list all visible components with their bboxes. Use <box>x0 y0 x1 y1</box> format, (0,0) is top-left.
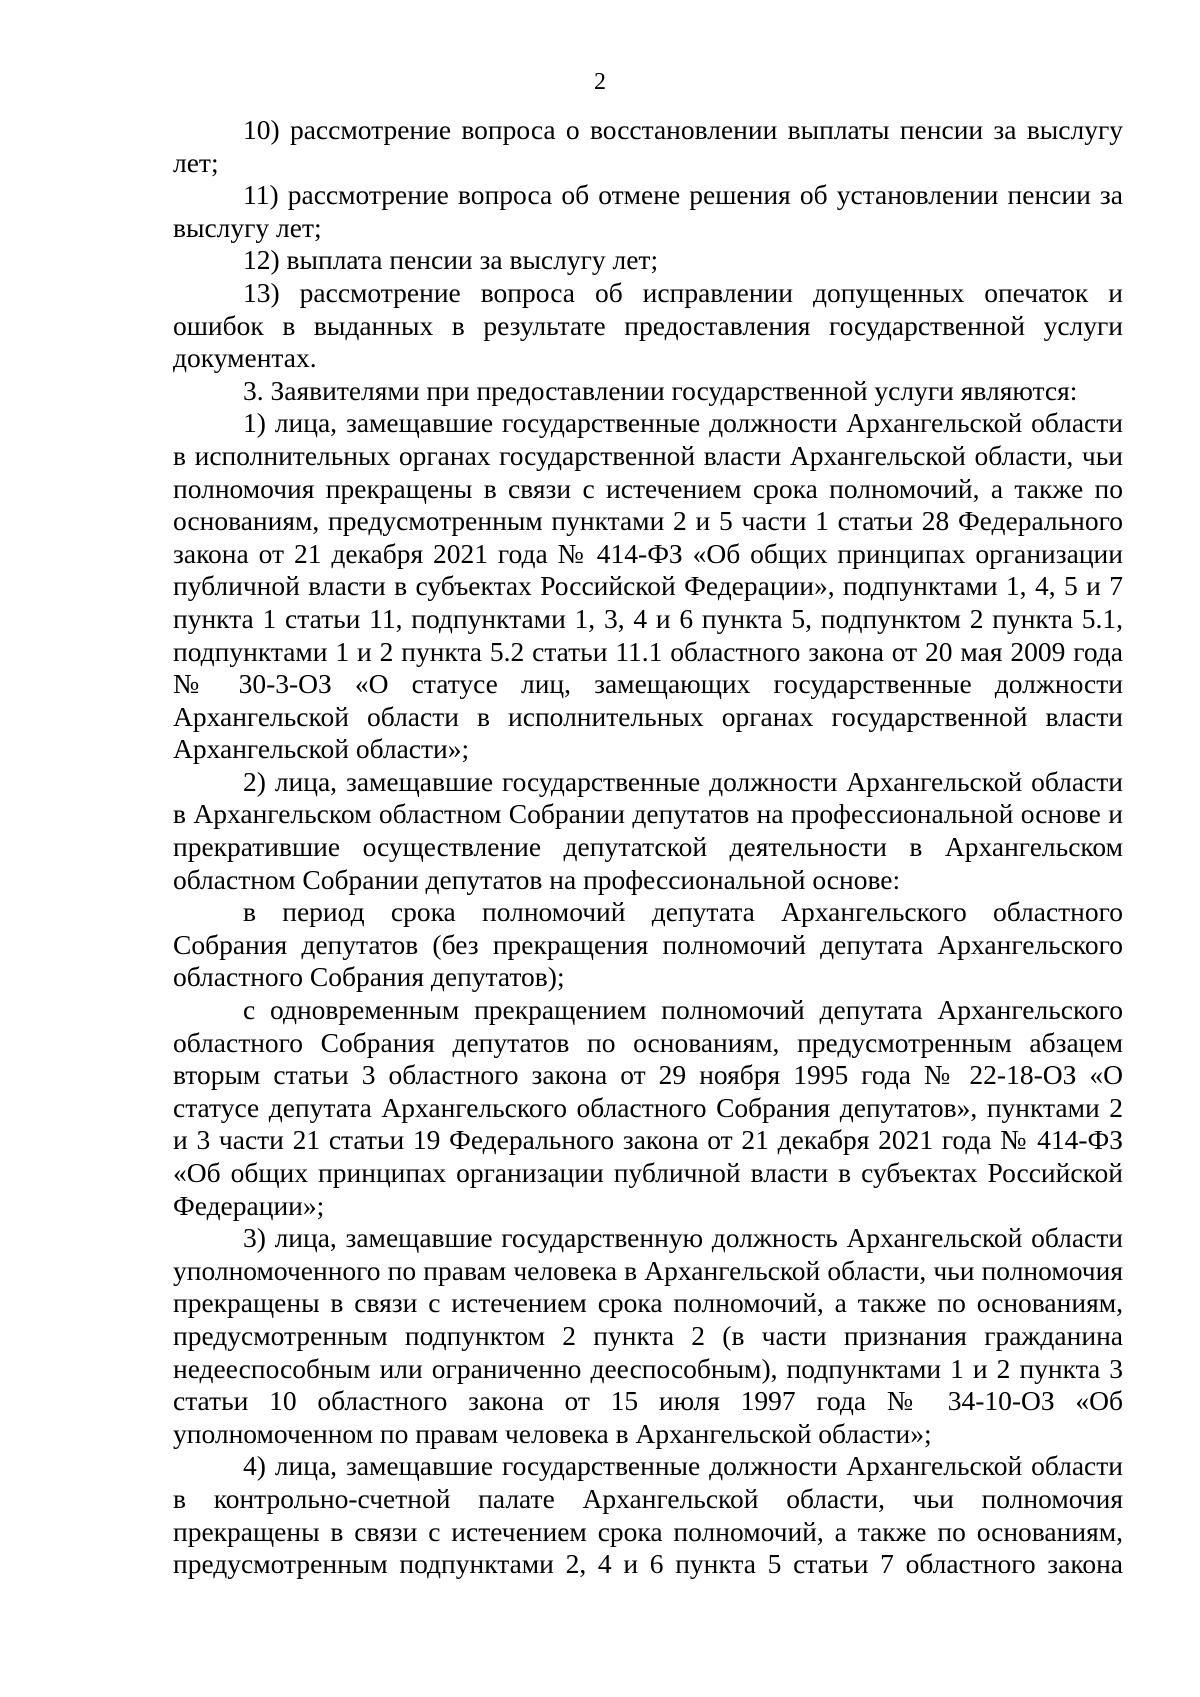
paragraph-item-10: 10) рассмотрение вопроса о восстановлении выплаты пенсии за выслугу лет; <box>173 114 1123 178</box>
paragraph-section-3: 3. Заявителями при предоставлении государственной услуги являются: <box>243 374 1078 406</box>
paragraph-applicant-3: 3) лица, замещавшие государственную должность Архангельской области уполномоченного по правам человека в Архангельской области, чьи полномочия прекращены в связи с истечением срока полномочий, а также по основаниям, предусмотренным подпунктом 2 пункта 2 (в части признания гражданина недееспособным или ограниченно дееспособным), подпунктами 1 и 2 пункта 3 статьи 10 областного закона от 15 июля 1997 года № 34-10-ОЗ «Об уполномоченном по правам человека в Архангельской области»; <box>173 1222 1123 1449</box>
paragraph-item-11: 11) рассмотрение вопроса об отмене решения об установлении пенсии за выслугу лет; <box>173 179 1123 243</box>
paragraph-applicant-2: 2) лица, замещавшие государственные должности Архангельской области в Архангельском областном Собрании депутатов на профессиональной основе и прекратившие осуществление депутатской деятельности в Архангельском областном Собрании депутатов на профессиональной основе: <box>173 765 1123 895</box>
document-body <box>173 114 1123 1581</box>
paragraph-applicant-1: 1) лица, замещавшие государственные должности Архангельской области в исполнительных органах государственной власти Архангельской области, чьи полномочия прекращены в связи с истечением срока полномочий, а также по основаниям, предусмотренным пунктами 2 и 5 части 1 статьи 28 Федерального закона от 21 декабря 2021 года № 414-ФЗ «Об общих принципах организации публичной власти в субъектах Российской Федерации», подпунктами 1, 4, 5 и 7 пункта 1 статьи 11, подпунктами 1, 3, 4 и 6 пункта 5, подпунктом 2 пункта 5.1, подпунктами 1 и 2 пункта 5.2 статьи 11.1 областного закона от 20 мая 2009 года № 30-3-ОЗ «О статусе лиц, замещающих государственные должности Архангельской области в исполнительных органах государственной власти Архангельской области»; <box>173 407 1123 765</box>
paragraph-applicant-2-termination: с одновременным прекращением полномочий депутата Архангельского областного Собрания депутатов по основаниям, предусмотренным абзацем вторым статьи 3 областного закона от 29 ноября 1995 года № 22-18-ОЗ «О статусе депутата Архангельского областного Собрания депутатов», пунктами 2 и 3 части 21 статьи 19 Федерального закона от 21 декабря 2021 года № 414-ФЗ «Об общих принципах организации публичной власти в субъектах Российской Федерации»; <box>173 994 1123 1221</box>
paragraph-item-12: 12) выплата пенсии за выслугу лет; <box>243 244 659 276</box>
page-number: 2 <box>594 69 606 95</box>
paragraph-item-13: 13) рассмотрение вопроса об исправлении допущенных опечаток и ошибок в выданных в результате предоставления государственной услуги документах. <box>173 276 1123 374</box>
paragraph-applicant-2-period: в период срока полномочий депутата Архангельского областного Собрания депутатов (без прекращения полномочий депутата Архангельского областного Собрания депутатов); <box>173 896 1123 993</box>
paragraph-applicant-4: 4) лица, замещавшие государственные должности Архангельской области в контрольно-счетной палате Архангельской области, чьи полномочия прекращены в связи с истечением срока полномочий, а также по основаниям, предусмотренным подпунктами 2, 4 и 6 пункта 5 статьи 7 областного закона <box>173 1450 1123 1580</box>
